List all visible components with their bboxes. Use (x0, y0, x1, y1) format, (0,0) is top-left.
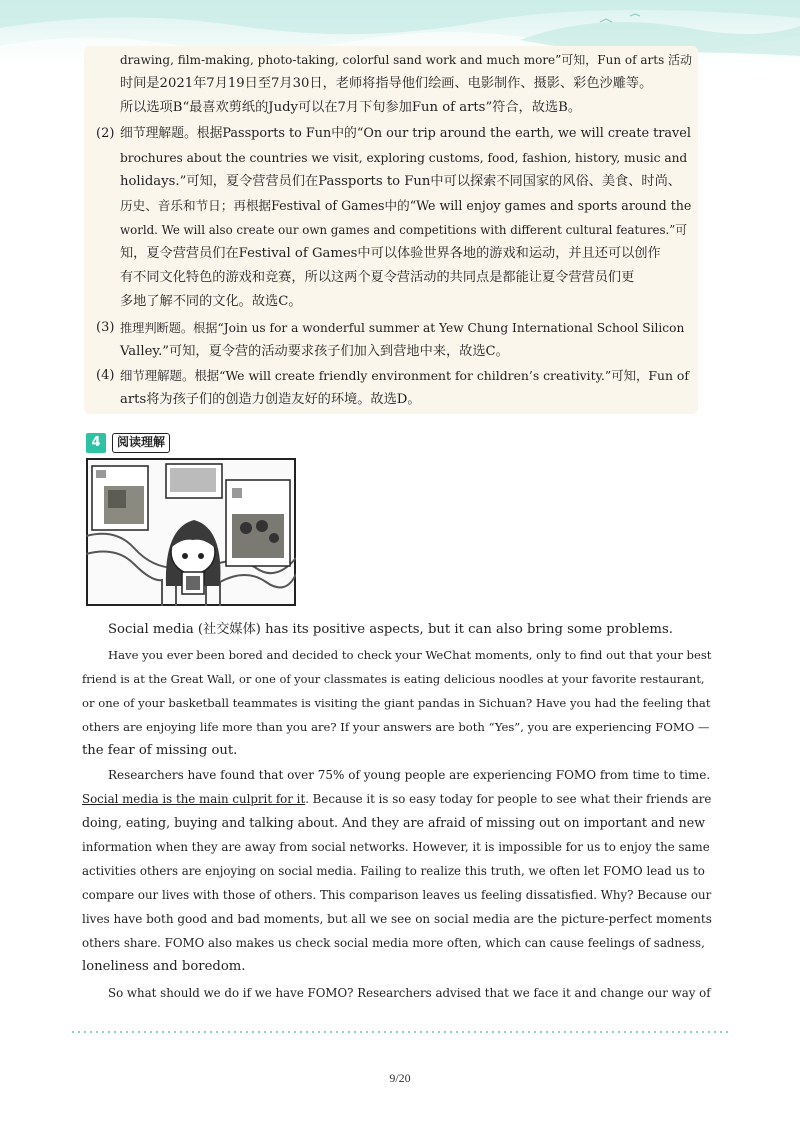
answer-line: 多地了解不同的文化。故选C。 (120, 294, 302, 309)
answer-line: 知，夏令营营员们在Festival of Games中可以体验世界各地的游戏和运动，并且还可以创作 (120, 246, 661, 261)
answer-number: (3) (96, 320, 115, 335)
section-label: 阅读理解 (112, 433, 170, 453)
underlined-phrase: Social media is the main culprit for it (82, 792, 306, 806)
answer-number: (4) (96, 368, 115, 383)
answer-line: 细节理解题。根据Passports to Fun中的“On our trip around the earth, we will create travel (120, 126, 691, 141)
passage-line: doing, eating, buying and talking about. And they are afraid of missing out on important and new (82, 815, 706, 830)
passage-line: or one of your basketball teammates is visiting the giant pandas in Sichuan? Have you had the feeling that (82, 696, 711, 710)
dotted-divider (70, 1031, 730, 1033)
passage-line: Researchers have found that over 75% of young people are experiencing FOMO from time to time. (108, 768, 711, 782)
passage-line: loneliness and boredom. (82, 959, 246, 974)
answer-number: (2) (96, 126, 115, 141)
answer-explanations (84, 46, 698, 414)
passage-line: others share. FOMO also makes us check social media more often, which can cause feelings of sadness, (82, 936, 705, 950)
answer-line: holidays.”可知，夏令营营员们在Passports to Fun中可以探索不同国家的风俗、美食、时尚、 (120, 174, 681, 189)
answer-line: Valley.”可知，夏令营的活动要求孩子们加入到营地中来，故选C。 (120, 344, 509, 359)
passage-line: Have you ever been bored and decided to check your WeChat moments, only to find out that your best (108, 648, 712, 662)
answer-line: 推理判断题。根据“Join us for a wonderful summer at Yew Chung International School Silicon (120, 321, 685, 335)
passage-line: others are enjoying life more than you are? If your answers are both “Yes”, you are experiencing FOMO — (82, 720, 710, 734)
page-number: 9/20 (389, 1071, 411, 1085)
answer-line: arts将为孩子们的创造力创造友好的环境。故选D。 (120, 392, 421, 407)
answer-line: 细节理解题。根据“We will create friendly environment for children’s creativity.”可知，Fun of (120, 368, 689, 383)
answer-line: 所以选项B“最喜欢剪纸的Judy可以在7月下旬参加Fun of arts”符合，故选B。 (120, 100, 582, 115)
answer-line: 历史、音乐和节日；再根据Festival of Games中的“We will enjoy games and sports around the (120, 198, 692, 213)
answer-line: drawing, film-making, photo-taking, colorful sand work and much more”可知，Fun of arts 活动 (120, 53, 693, 67)
answer-line: 时间是2021年7月19日至7月30日，老师将指导他们绘画、电影制作、摄影、彩色沙雕等。 (120, 76, 653, 91)
passage-line: the fear of missing out. (82, 743, 238, 758)
answer-line: world. We will also create our own games and competitions with different cultural features.”可 (120, 223, 688, 237)
passage-line: friend is at the Great Wall, or one of your classmates is eating delicious noodles at your favorite restaurant, (82, 672, 705, 686)
passage-line: So what should we do if we have FOMO? Researchers advised that we face it and change our way of (108, 986, 711, 1000)
answer-line: brochures about the countries we visit, exploring customs, food, fashion, history, music and (120, 151, 688, 165)
passage-line: information when they are away from social networks. However, it is impossible for us to enjoy the same (82, 840, 710, 854)
section-number: 4 (86, 433, 106, 453)
answer-line: 有不同文化特色的游戏和竞赛，所以这两个夏令营活动的共同点是都能让夏令营营员们更 (120, 270, 635, 285)
passage-line: compare our lives with those of others. This comparison leaves us feeling dissatisfied. Why? Because our (82, 888, 712, 902)
passage-line: lives have both good and bad moments, but all we see on social media are the picture-perfect moments (82, 912, 712, 926)
passage-line: activities others are enjoying on social media. Failing to realize this truth, we often let FOMO lead us to (82, 864, 705, 878)
passage-line (82, 787, 711, 811)
social-media-illustration (86, 458, 296, 606)
passage-line: Social media (社交媒体) has its positive aspects, but it can also bring some problems. (108, 622, 673, 637)
passage-text: . Because it is so easy today for people to see what their friends are (305, 792, 712, 806)
